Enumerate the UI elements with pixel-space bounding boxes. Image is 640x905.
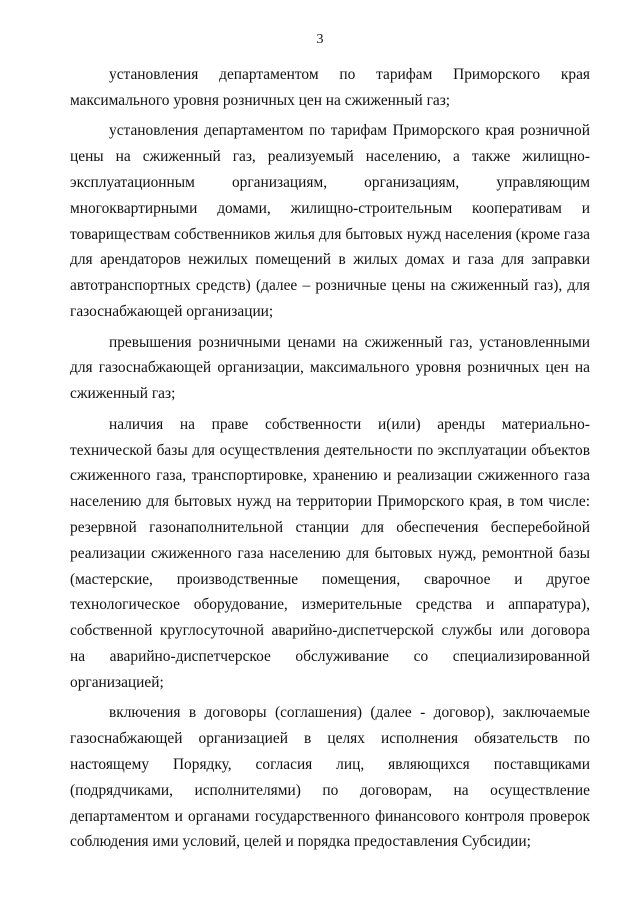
document-body bbox=[70, 62, 590, 860]
page-number: 3 bbox=[316, 32, 324, 47]
paragraph-retail-price-setting: установления департаментом по тарифам Приморского края розничной цены на сжиженный газ, реализуемый населению, а также жилищно-эксплуатационным организациям, организациям, управляющим многоквартирными домами, жилищно-строительным кооперативам и товариществам собственников жилья для бытовых нужд населения (кроме газа для арендаторов нежилых помещений в жилых домах и газа для заправки автотранспортных средств) (далее – розничные цены на сжиженный газ), для газоснабжающей организации; bbox=[70, 122, 590, 320]
paragraph-price-excess: превышения розничными ценами на сжиженный газ, установленными для газоснабжающей организации, максимального уровня розничных цен на сжиженный газ; bbox=[70, 333, 590, 403]
paragraph-contract-consent: включения в договоры (соглашения) (далее - договор), заключаемые газоснабжающей организацией в целях исполнения обязательств по настоящему Порядку, согласия лиц, являющихся поставщиками (подрядчиками, исполнителями) по договорам, на осуществление департаментом и органами государственного финансового контроля проверок соблюдения ими условий, целей и порядка предоставления Субсидии; bbox=[70, 704, 590, 851]
paragraph-retail-price-cap: установления департаментом по тарифам Приморского края максимального уровня розничных цен на сжиженный газ; bbox=[70, 66, 590, 109]
paragraph-material-base: наличия на праве собственности и(или) аренды материально-технической базы для осуществления деятельности по эксплуатации объектов сжиженного газа, транспортировке, хранению и реализации сжиженного газа населению для бытовых нужд на территории Приморского края, в том числе: резервной газонаполнительной станции для обеспечения бесперебойной реализации сжиженного газа населению для бытовых нужд, ремонтной базы (мастерские, производственные помещения, сварочное и другое технологическое оборудование, измерительные средства и аппаратура), собственной круглосуточной аварийно-диспетчерской службы или договора на аварийно-диспетчерское обслуживание со специализированной организацией; bbox=[70, 415, 590, 691]
